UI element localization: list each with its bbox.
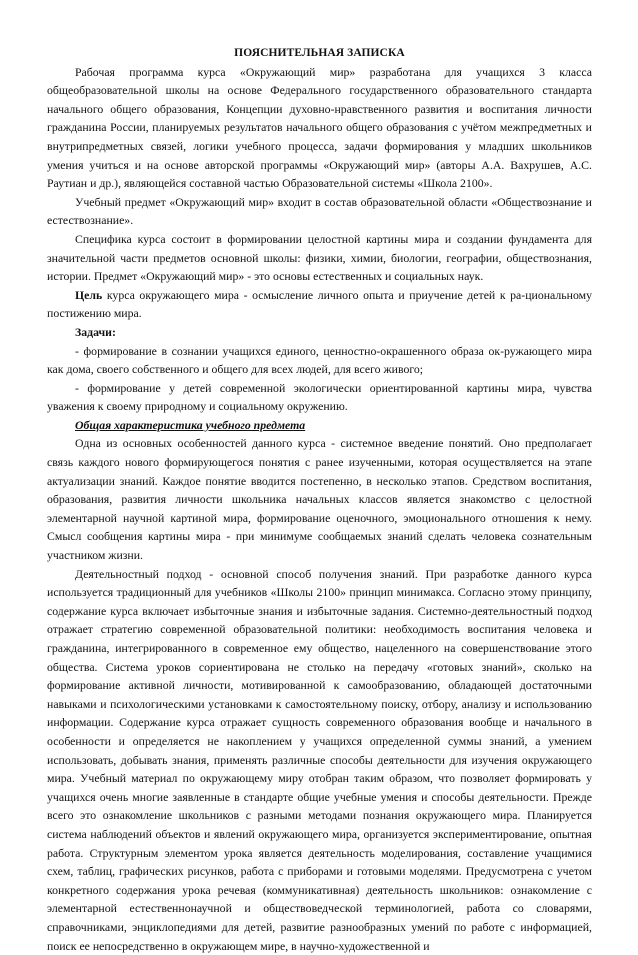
- goal-label: Цель: [75, 287, 103, 302]
- paragraph-activity-approach: Деятельностный подход - основной способ получения знаний. При разработке данного курса используется традиционный для учебников «Школы 2100» принцип минимакса. Согласно этому принципу, содержание курса включает избыточные знания и избыточные задания. Системно-деятельностный подход отражает стратегию современной образовательной политики: необходимость воспитания человека и гражданина, интегрированного в современное ему общество, нацеленного на совершенствование этого общества. Система уроков сориентирована не столько на передачу «готовых знаний», сколько на формирование активной личности, мотивированной к самообразованию, обладающей достаточными навыками и психологическими установками к самостоятельному поиску, отбору, анализу и использованию информации. Содержание курса отражает сущность современного образования вообще и начального в особенности и определяется не накоплением у учащихся определенной суммы знаний, а умением использовать, добывать знания, применять различные способы деятельности для изучения окружающего мира. Учебный материал по окружающему миру отобран таким образом, что позволяет формировать у учащихся очень многие заявленные в стандарте общие учебные умения и способы деятельности. Прежде всего это ознакомление школьников с разными методами познания окружающего мира. Планируется система наблюдений объектов и явлений окружающего мира, организуется экспериментирование, опытная работа. Структурным элементом урока является деятельность моделирования, составление учащимися схем, таблиц, графических рисунков, работа с приборами и готовыми моделями. Предусмотрена с учетом конкретного содержания урока речевая (коммуникативная) деятельность школьников: ознакомление с элементарной естественнонаучной и обществоведческой терминологией, работа со словарями, справочниками, энциклопедиями для детей, развитие разнообразных умений по работе с информацией, поиск ее непосредственно в окружающем мире, в научно-художественной и: [47, 566, 592, 953]
- goal-text: курса окружающего мира - осмысление личного опыта и приучение детей к ра-циональному постижению мира.: [47, 287, 592, 321]
- document-page: [47, 44, 592, 955]
- paragraph-concepts: Одна из основных особенностей данного курса - системное введение понятий. Оно предполагает связь каждого нового формирующегося понятия с ранее изученными, которая осуществляется на этапе актуализации знаний. Каждое понятие вводится постепенно, в несколько этапов. Средством воспитания, образования, развития личности школьника начальных классов является знакомство с целостной элементарной научной картиной мира, формирование оценочного, эмоционального отношения к нему. Смысл сообщения картины мира - при минимуме сообщаемых знаний сделать человека сознательным участником жизни.: [47, 436, 592, 563]
- paragraph-intro: Рабочая программа курса «Окружающий мир» разработана для учащихся 3 класса общеобразовательной школы на основе Федерального государственного образовательного стандарта начального общего образования, Концепции духовно-нравственного развития и воспитания личности гражданина России, планируемых результатов начального общего образования с учётом межпредметных и внутрипредметных связей, логики учебного процесса, задачи формирования у младших школьников умения учиться и на основе авторской программы «Окружающий мир» (авторы А.А. Вахрушев, А.С. Раутиан и др.), являющейся составной частью Образовательной системы «Школа 2100».: [47, 64, 592, 191]
- subheading-text: Общая характеристика учебного предмета: [75, 417, 306, 432]
- tasks-heading: Задачи:: [75, 324, 116, 339]
- paragraph-specifics: Специфика курса состоит в формировании целостной картины мира и создании фундамента для значительной части предметов основной школы: физики, химии, биологии, географии, обществознания, истории. Предмет «Окружающий мир» - это основы естественных и социальных наук.: [47, 231, 592, 284]
- task-item-2: - формирование у детей современной экологически ориентированной картины мира, чувства уважения к своему природному и социальному окружению.: [47, 380, 592, 414]
- paragraph-goal: [47, 286, 592, 323]
- page-title: ПОЯСНИТЕЛЬНАЯ ЗАПИСКА: [234, 47, 405, 59]
- task-item-1: - формирование в сознании учащихся единого, ценностно-окрашенного образа ок-ружающего мира как дома, своего собственного и общего для всех людей, для всего живого;: [47, 343, 592, 377]
- paragraph-subject: Учебный предмет «Окружающий мир» входит в состав образовательной области «Обществознание и естествознание».: [47, 194, 592, 228]
- section-subheading: [47, 416, 592, 435]
